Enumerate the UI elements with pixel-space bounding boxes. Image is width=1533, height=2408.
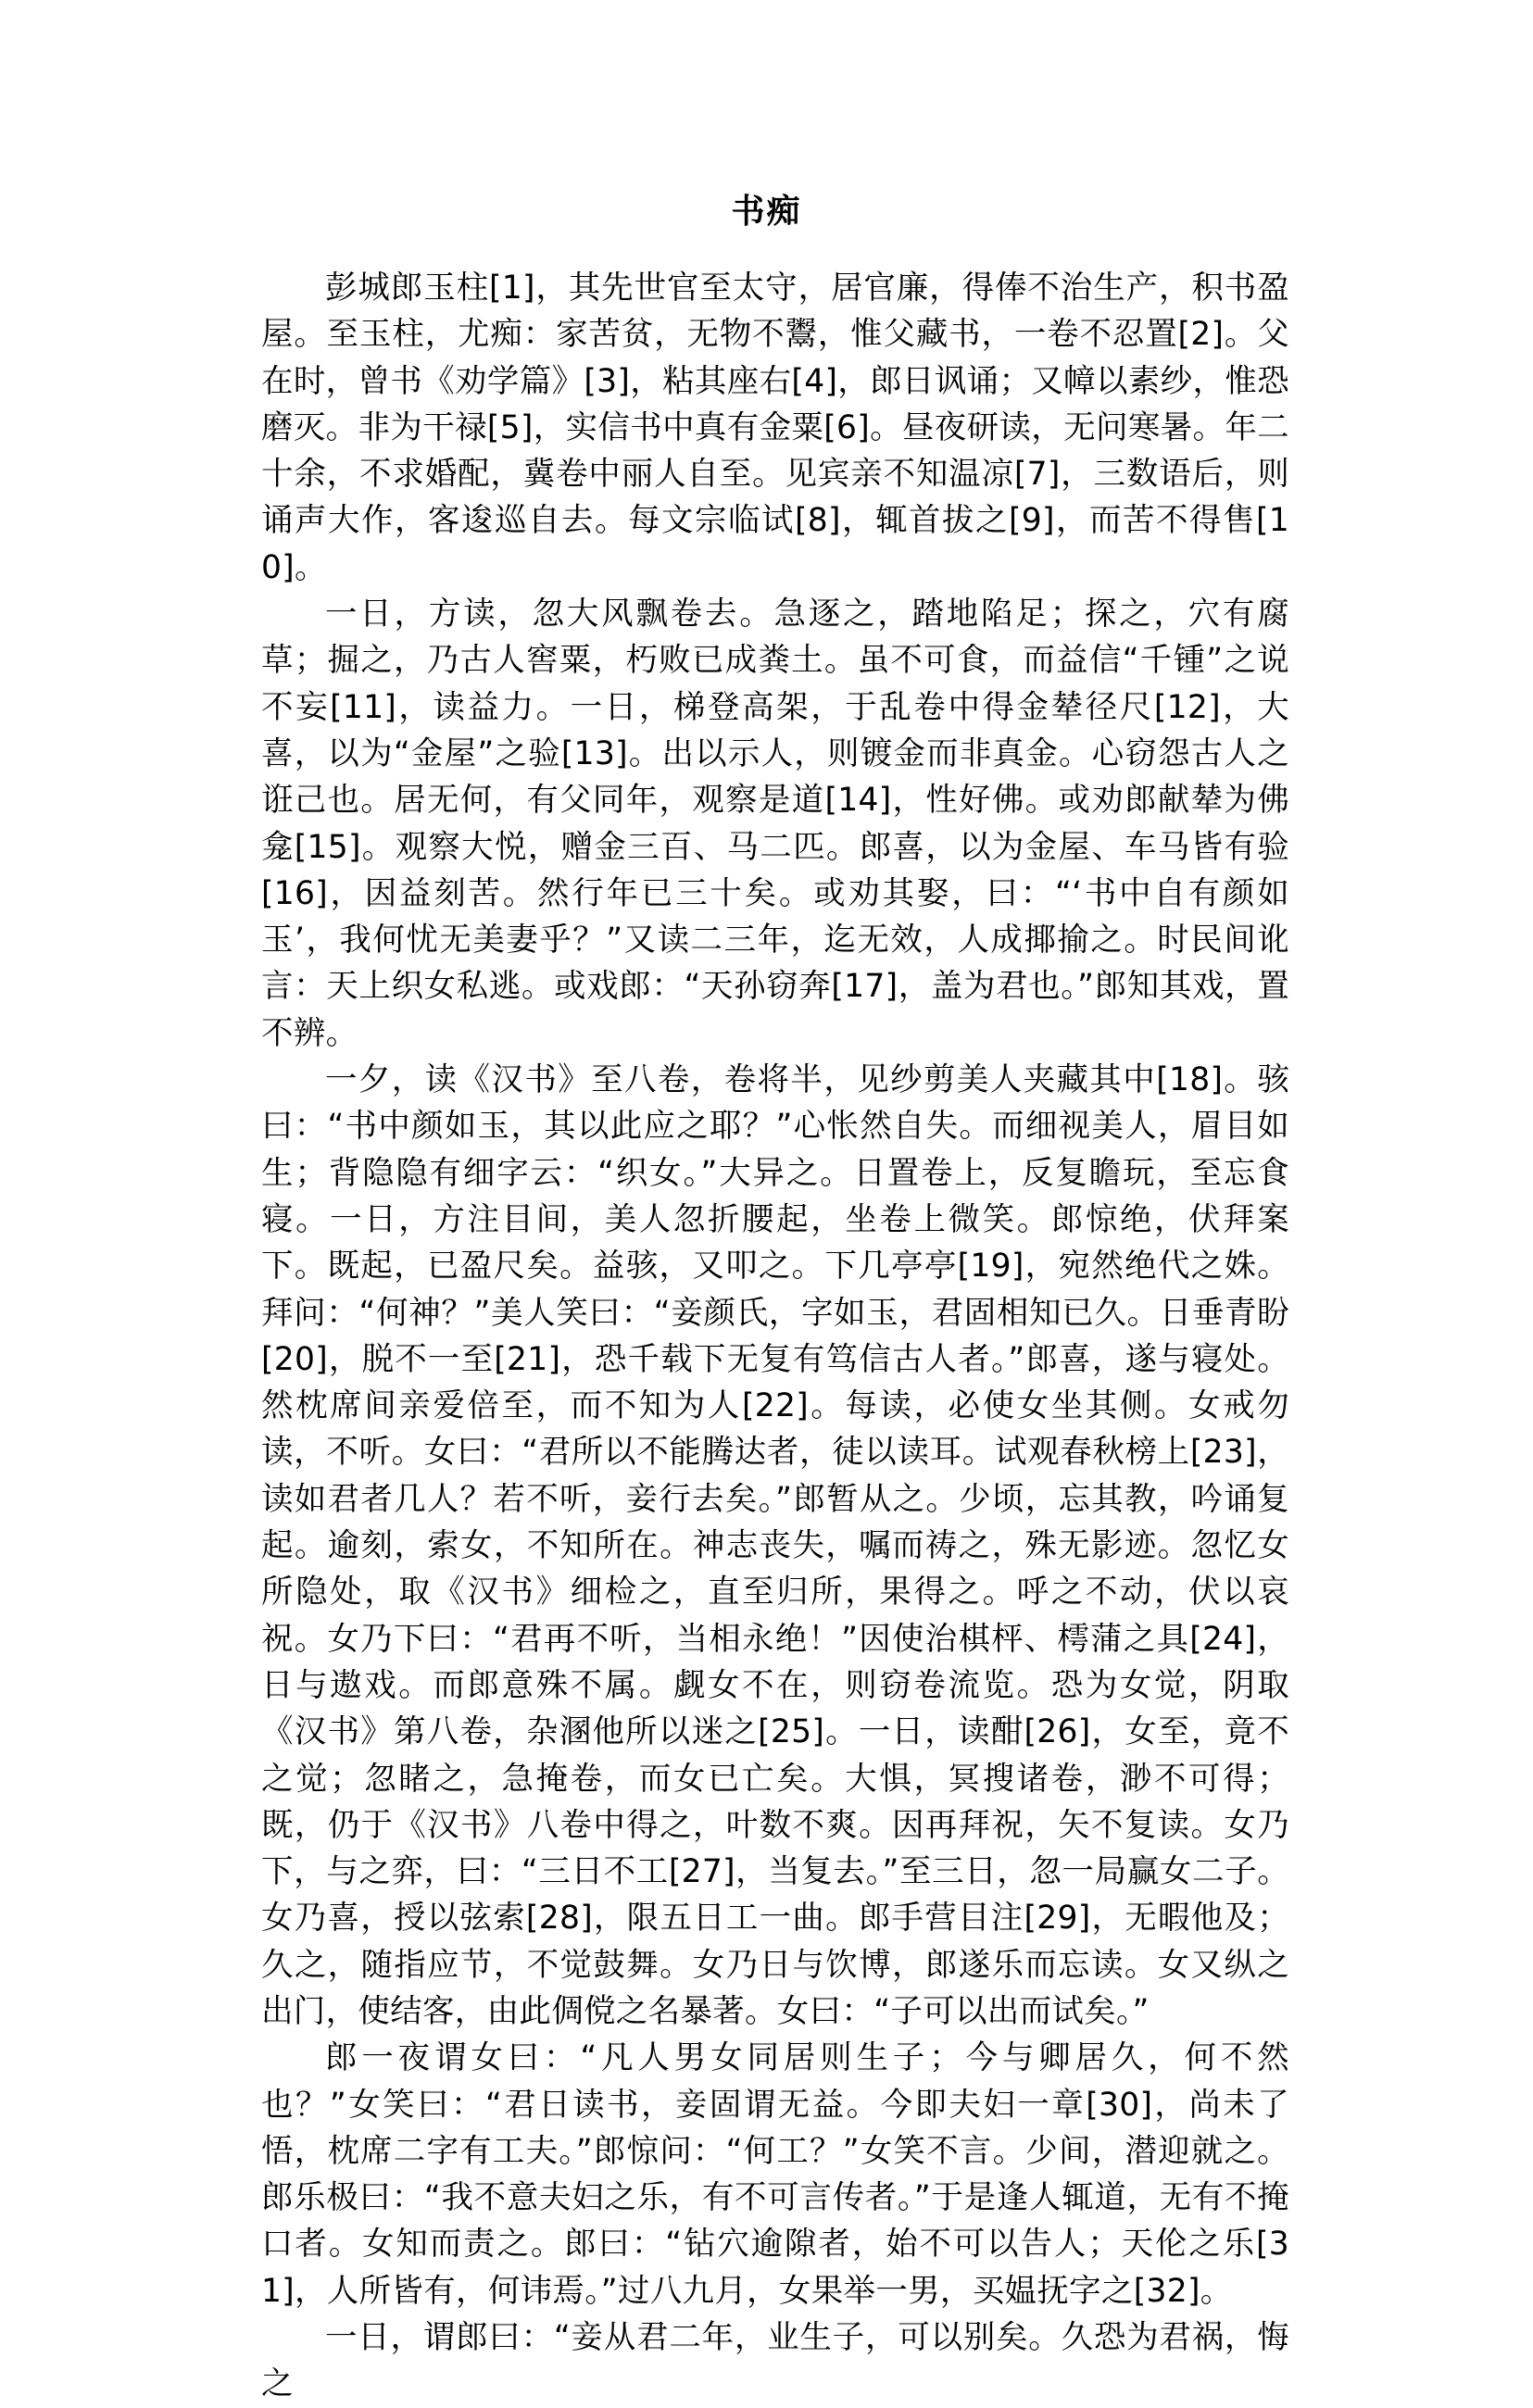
paragraph: 彭城郎玉柱[1]，其先世官至太守，居官廉，得俸不治生产，积书盈屋。至玉柱，尤痴：家苦贫，无物不鬻，惟父藏书，一卷不忍置[2]。父在时，曾书《劝学篇》[3]，粘其座右[4]，郎日讽诵；又幛以素纱，惟恐磨灭。非为干禄[5]，实信书中真有金粟[6]。昼夜研读，无问寒暑。年二十余，不求婚配，冀卷中丽人自至。见宾亲不知温凉[7]，三数语后，则诵声大作，客逡巡自去。每文宗临试[8]，辄首拔之[9]，而苦不得售[10]。 bbox=[261, 270, 1289, 586]
document-body bbox=[261, 265, 1289, 2408]
paragraph: 一日，谓郎曰：“妾从君二年，业生子，可以别矣。久恐为君祸，悔之 bbox=[261, 2319, 1289, 2403]
paragraph: 一夕，读《汉书》至八卷，卷将半，见纱剪美人夹藏其中[18]。骇曰：“书中颜如玉，其以此应之耶？”心怅然自失。而细视美人，眉目如生；背隐隐有细字云：“织女。”大异之。日置卷上，反复瞻玩，至忘食寝。一日，方注目间，美人忽折腰起，坐卷上微笑。郎惊绝，伏拜案下。既起，已盈尺矣。益骇，又叩之。下几亭亭[19]，宛然绝代之姝。拜问：“何神？”美人笑曰：“妾颜氏，字如玉，君固相知已久。日垂青盼[20]，脱不一至[21]，恐千载下无复有笃信古人者。”郎喜，遂与寝处。然枕席间亲爱倍至，而不知为人[22]。每读，必使女坐其侧。女戒勿读，不听。女曰：“君所以不能腾达者，徒以读耳。试观春秋榜上[23]，读如君者几人？若不听，妾行去矣。”郎暂从之。少顷，忘其教，吟诵复起。逾刻，索女，不知所在。神志丧失，嘱而祷之，殊无影迹。忽忆女所隐处，取《汉书》细检之，直至归所，果得之。呼之不动，伏以哀祝。女乃下曰：“君再不听，当相永绝！”因使治棋枰、樗蒲之具[24]，日与遨戏。而郎意殊不属。觑女不在，则窃卷流览。恐为女觉，阴取《汉书》第八卷，杂溷他所以迷之[25]。一日，读酣[26]，女至，竟不之觉；忽睹之，急掩卷，而女已亡矣。大惧，冥搜诸卷，渺不可得；既，仍于《汉书》八卷中得之，叶数不爽。因再拜祝，矢不复读。女乃下，与之弈，曰：“三日不工[27]，当复去。”至三日，忽一局赢女二子。女乃喜，授以弦索[28]，限五日工一曲。郎手营目注[29]，无暇他及；久之，随指应节，不觉鼓舞。女乃日与饮博，郎遂乐而忘读。女又纵之出门，使结客，由此倜傥之名暴著。女曰：“子可以出而试矣。” bbox=[261, 1061, 1289, 2030]
document-title: 书痴 bbox=[731, 193, 802, 231]
paragraph: 郎一夜谓女曰：“凡人男女同居则生子；今与卿居久，何不然也？”女笑曰：“君日读书，妾固谓无益。今即夫妇一章[30]，尚未了悟，枕席二字有工夫。”郎惊问：“何工？”女笑不言。少间，潜迎就之。郎乐极曰：“我不意夫妇之乐，有不可言传者。”于是逢人辄道，无有不掩口者。女知而责之。郎曰：“钻穴逾隙者，始不可以告人；天伦之乐[31]，人所皆有，何讳焉。”过八九月，女果举一男，买媪抚字之[32]。 bbox=[261, 2039, 1289, 2310]
paragraph: 一日，方读，忽大风飘卷去。急逐之，踏地陷足；探之，穴有腐草；掘之，乃古人窖粟，朽败已成粪土。虽不可食，而益信“千锺”之说不妄[11]，读益力。一日，梯登高架，于乱卷中得金辇径尺[12]，大喜，以为“金屋”之验[13]。出以示人，则镀金而非真金。心窃怨古人之诳己也。居无何，有父同年，观察是道[14]，性好佛。或劝郎献辇为佛龛[15]。观察大悦，赠金三百、马二匹。郎喜，以为金屋、车马皆有验[16]，因益刻苦。然行年已三十矣。或劝其娶，曰：“‘书中自有颜如玉’，我何忧无美妻乎？”又读二三年，迄无效，人成揶揄之。时民间讹言：天上织女私逃。或戏郎：“天孙窃奔[17]，盖为君也。”郎知其戏，置不辨。 bbox=[261, 596, 1289, 1052]
